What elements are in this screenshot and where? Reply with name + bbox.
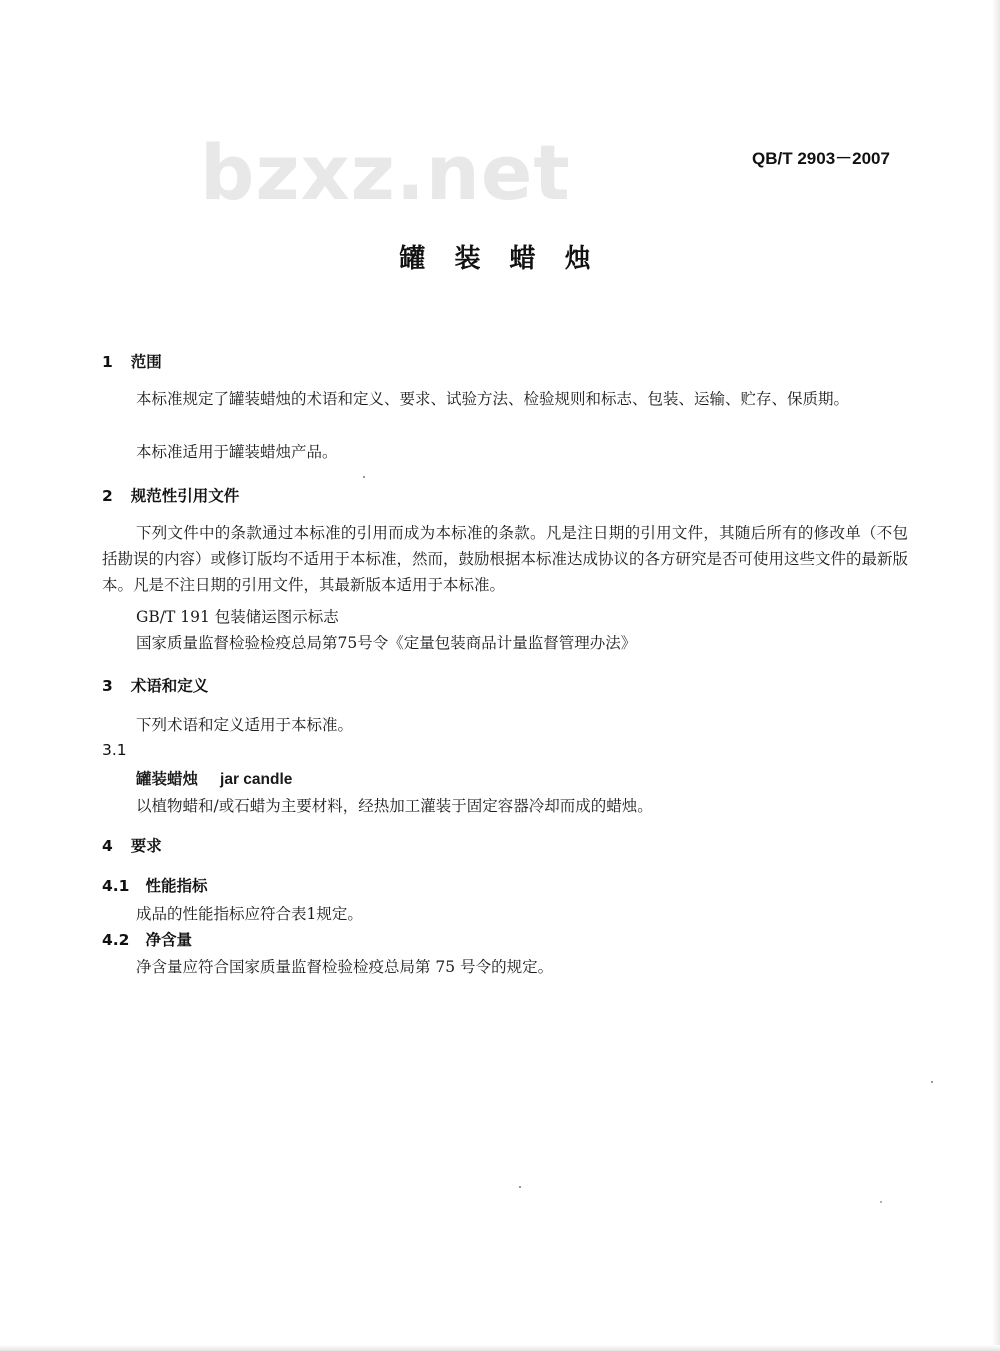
section-2-paragraph-1: 下列文件中的条款通过本标准的引用而成为本标准的条款。凡是注日期的引用文件，其随后所有的修改单（不包括勘误的内容）或修订版均不适用于本标准，然而，鼓励根据本标准达成协议的各方研究是否可使用这些文件的最新版本。凡是不注日期的引用文件，其最新版本适用于本标准。 [102,524,909,594]
section-title: 范围 [130,353,162,371]
section-2-heading [102,484,239,506]
term-chinese: 罐装蜡烛 [136,770,199,788]
section-1-paragraph-2: 本标准适用于罐装蜡烛产品。 [136,443,338,461]
subsection-title: 净含量 [145,931,192,949]
section-3-heading [102,674,208,696]
scan-speck [931,1081,933,1083]
term-definition: 以植物蜡和/或石蜡为主要材料，经热加工灌装于固定容器冷却而成的蜡烛。 [136,797,653,815]
subsection-4-2-heading [102,928,192,950]
subsection-title: 性能指标 [145,877,208,895]
scan-speck [519,1186,521,1188]
page-edge-shadow [992,0,1000,1351]
watermark: bzxz.net [200,128,571,217]
section-4-heading [102,834,162,856]
document-title: 罐 装 蜡 烛 [399,244,601,274]
subsection-number: 4.2 [102,931,130,949]
page-bottom-shadow [0,1345,1000,1351]
reference-order-75: 国家质量监督检验检疫总局第75号令《定量包装商品计量监督管理办法》 [136,634,637,652]
section-3-paragraph-1: 下列术语和定义适用于本标准。 [136,716,354,734]
subsection-number: 4.1 [102,877,130,895]
section-number: 1 [102,353,113,371]
scan-speck [880,1201,882,1203]
subsection-4-2-text: 净含量应符合国家质量监督检验检疫总局第 75 号令的规定。 [136,958,554,976]
subsection-4-1-heading [102,874,207,896]
scan-speck [363,476,365,478]
term-entry [136,767,292,789]
subsection-4-1-text: 成品的性能指标应符合表1规定。 [136,905,363,923]
section-number: 4 [102,837,113,855]
subsection-3-1-number: 3.1 [102,741,127,759]
section-title: 要求 [130,837,162,855]
section-title: 规范性引用文件 [130,487,240,505]
reference-gbt191: GB/T 191 包装储运图示标志 [136,608,339,626]
term-english: jar candle [220,771,293,788]
standard-code: QB/T 2903－2007 [752,149,890,168]
section-1-heading [102,350,162,372]
section-number: 3 [102,677,113,695]
section-1-paragraph-1: 本标准规定了罐装蜡烛的术语和定义、要求、试验方法、检验规则和标志、包装、运输、贮存、保质期。 [136,390,850,408]
section-title: 术语和定义 [130,677,209,695]
section-number: 2 [102,487,113,505]
